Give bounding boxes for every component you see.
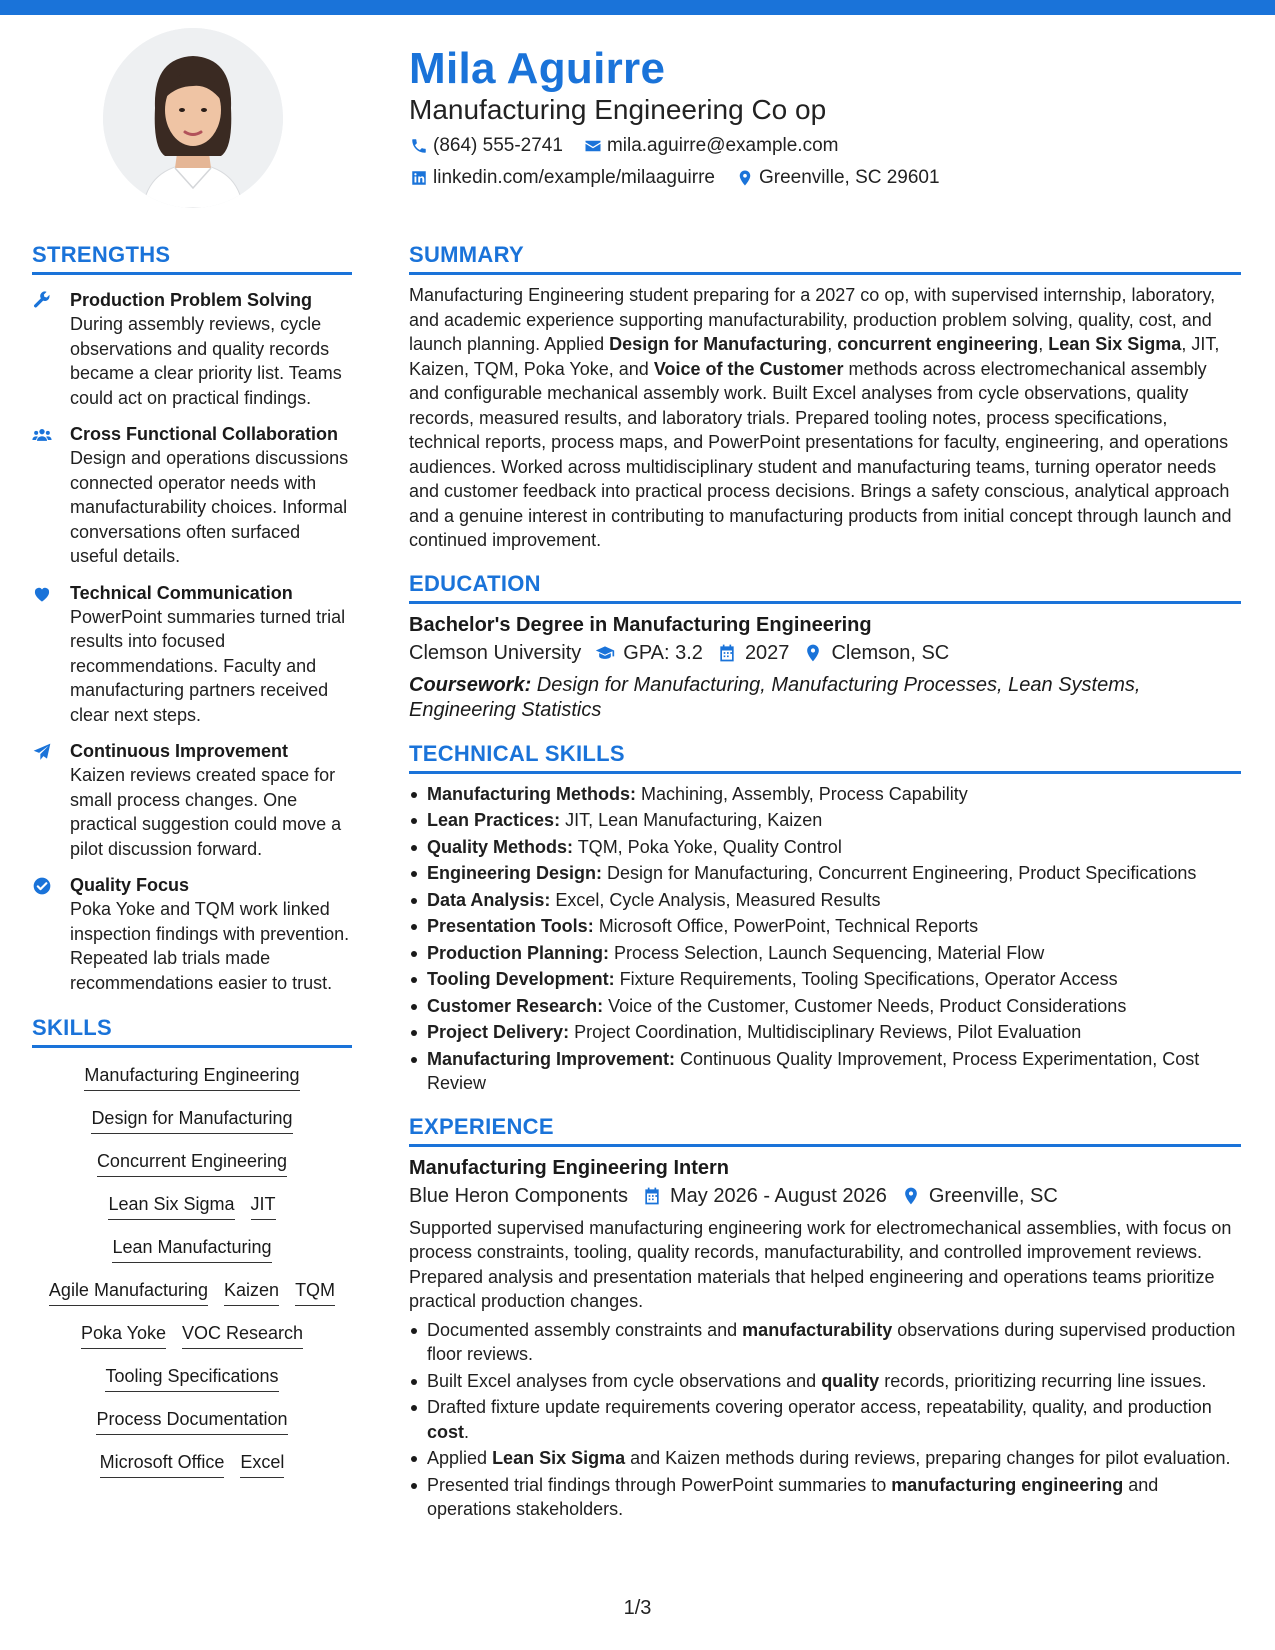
strength-body: PowerPoint summaries turned trial results into focused recommendations. Faculty and manufacturing partners received clear next steps. [70,606,346,725]
bullet-fragment: observations during supervised production floor reviews. [427,1319,1236,1364]
bullet-fragment: Presented trial findings through PowerPoint summaries to [427,1474,892,1495]
summary-fragment: Lean Six Sigma [1048,334,1182,354]
summary-section [409,242,1241,553]
summary-text [409,283,1241,553]
email-contact[interactable] [583,135,839,157]
email-address[interactable]: mila.aguirre@example.com [606,135,839,156]
technical-skill-value: Microsoft Office, PowerPoint, Technical Reports [593,916,979,936]
technical-skill-value: Voice of the Customer, Customer Needs, Product Considerations [603,995,1127,1016]
technical-skill-label: Data Analysis: [427,889,551,910]
summary-fragment: , [827,334,838,354]
right-column [409,242,1241,1540]
strength-text [70,582,352,728]
skill-row [89,1150,295,1177]
paper-plane-icon [32,740,70,861]
experience-bullet [409,1446,1241,1471]
skill-tag: Lean Six Sigma [108,1193,234,1220]
coursework-text: Design for Manufacturing, Manufacturing Processes, Lean Systems, Engineering Statistics [409,673,1141,721]
bullet-fragment: cost [427,1421,465,1442]
skill-row [76,1064,307,1091]
experience-heading: EXPERIENCE [409,1114,1241,1147]
strength-body: Poka Yoke and TQM work linked inspection findings with prevention. Repeated lab trials made recommendations easier to trust. [70,899,350,993]
technical-skill-item [409,888,1241,913]
profile-photo [103,28,283,208]
map-pin-icon [901,1186,921,1206]
strength-title: Continuous Improvement [70,741,289,761]
summary-fragment: Design for Manufacturing [609,334,828,354]
summary-fragment: , [1038,334,1049,354]
map-pin-icon [735,168,755,188]
skill-row [100,1193,283,1220]
strength-body: Kaizen reviews created space for small process changes. One practical suggestion could move a pilot discussion forward. [70,765,342,859]
skill-tag: Concurrent Engineering [97,1150,287,1177]
company-item [409,1185,628,1208]
skill-row [41,1279,343,1306]
bullet-fragment: Drafted fixture update requirements covering operator access, repeatability, quality, and production [427,1397,1212,1417]
degree-title: Bachelor's Degree in Manufacturing Engineering [409,613,872,636]
summary-heading: SUMMARY [409,242,1241,275]
year-item [717,642,790,665]
bullet-fragment: and operations stakeholders. [427,1474,1159,1519]
summary-fragment: Voice of the Customer [653,358,844,379]
technical-skill-item [409,967,1241,992]
education-heading: EDUCATION [409,571,1241,604]
strength-text [70,874,352,995]
bullet-fragment: manufacturability [742,1319,893,1340]
map-pin-icon [803,643,823,663]
company-text: Blue Heron Components [409,1184,629,1207]
skill-row [73,1322,311,1349]
edu-location-text: Clemson, SC [831,641,950,664]
graduation-cap-icon [595,643,615,663]
technical-skill-item [409,914,1241,939]
skill-tag: Tooling Specifications [105,1365,278,1392]
bullet-fragment: . [464,1421,470,1442]
bullet-fragment: records, prioritizing recurring line issues. [879,1370,1207,1391]
experience-bullet [409,1318,1241,1367]
experience-bullet [409,1473,1241,1522]
skill-tag: Excel [240,1451,284,1478]
technical-skill-item [409,941,1241,966]
bullet-fragment: and Kaizen methods during reviews, preparing changes for pilot evaluation. [625,1448,1231,1468]
technical-skill-item [409,861,1241,886]
strength-text [70,289,352,410]
education-meta [409,642,1241,665]
left-column [32,242,352,1494]
technical-skills-heading: TECHNICAL SKILLS [409,741,1241,774]
experience-title: Manufacturing Engineering Intern [409,1156,730,1179]
dates-text: May 2026 - August 2026 [670,1184,887,1207]
bullet-fragment: Applied [427,1448,493,1468]
technical-skill-item [409,808,1241,833]
contact-row-2 [409,167,960,189]
top-accent-bar [0,0,1275,15]
experience-bullet [409,1395,1241,1444]
technical-skill-label: Tooling Development: [427,969,615,989]
technical-skill-item [409,835,1241,860]
experience-section [409,1114,1241,1522]
skill-tag: Design for Manufacturing [91,1107,292,1134]
school-name [409,642,581,665]
education-section [409,571,1241,723]
skill-tag: JIT [251,1193,276,1220]
experience-bullet [409,1369,1241,1394]
technical-skill-label: Project Delivery: [427,1022,570,1042]
contact-row-1 [409,135,858,157]
skill-row [83,1107,300,1134]
phone-icon [409,136,429,156]
technical-skill-label: Presentation Tools: [427,916,594,936]
strength-title: Cross Functional Collaboration [70,424,339,444]
technical-skill-value: Excel, Cycle Analysis, Measured Results [550,889,881,910]
skill-tag: VOC Research [182,1322,303,1349]
strength-body: Design and operations discussions connected operator needs with manufacturability choices. Informal conversations often surfaced useful details. [70,448,349,566]
gpa-item [595,642,703,665]
location-text: Greenville, SC 29601 [758,167,940,188]
skill-row [97,1365,286,1392]
strength-title: Production Problem Solving [70,290,313,310]
location-contact [735,167,940,189]
summary-fragment: Manufacturing Engineering student preparing for a 2027 co op, with supervised internship, laboratory, and academic experience supporting manufacturability, production problem solving, quality, cost, and launch planning. Applied [409,285,1216,354]
linkedin-icon [409,168,429,188]
experience-bullets [409,1318,1241,1522]
technical-skill-value: JIT, Lean Manufacturing, Kaizen [560,810,823,830]
technical-skills-list [409,782,1241,1096]
skill-row [92,1451,293,1478]
coursework-label: Coursework: [409,673,532,696]
school-text: Clemson University [409,641,582,664]
summary-fragment: , JIT, Kaizen, TQM, Poka Yoke, and [409,334,1220,379]
linkedin-contact[interactable] [409,167,715,189]
technical-skill-label: Customer Research: [427,995,604,1016]
skills-heading: SKILLS [32,1015,352,1048]
skill-tag: Microsoft Office [100,1451,225,1478]
phone-number: (864) 555-2741 [433,135,563,156]
bullet-fragment: quality [821,1370,880,1391]
strength-item [32,423,352,569]
technical-skill-label: Quality Methods: [427,836,574,857]
experience-description: Supported supervised manufacturing engineering work for electromechanical assemblies, with focus on process constraints, tooling, quality records, manufacturability, and controlled improvement reviews. Prepared analysis and presentation materials that helped engineering and operations teams prioritize practical production changes. [409,1217,1232,1311]
technical-skill-label: Engineering Design: [427,863,603,883]
technical-skill-value: Process Selection, Launch Sequencing, Material Flow [609,942,1045,963]
year-text: 2027 [744,641,790,664]
technical-skill-label: Lean Practices: [427,810,561,830]
strength-item [32,874,352,995]
strength-item [32,289,352,410]
technical-skill-value: Continuous Quality Improvement, Process Experimentation, Cost Review [427,1048,1200,1093]
technical-skill-item [409,1020,1241,1045]
bullet-fragment: Documented assembly constraints and [427,1319,743,1340]
phone-contact [409,135,563,157]
skill-tag: Process Documentation [96,1408,287,1435]
calendar-icon [642,1186,662,1206]
technical-skill-label: Production Planning: [427,942,609,963]
calendar-icon [717,643,737,663]
wrench-icon [32,289,70,410]
technical-skill-label: Manufacturing Improvement: [427,1048,676,1069]
job-title: Manufacturing Engineering Co op [409,94,827,125]
technical-skills-section [409,741,1241,1096]
page-number: 1/3 [623,1597,652,1619]
technical-skill-item [409,994,1241,1019]
envelope-icon [583,136,603,156]
skill-tag: Kaizen [224,1279,279,1306]
heart-icon [32,582,70,728]
technical-skill-value: TQM, Poka Yoke, Quality Control [573,836,842,857]
check-circle-icon [32,874,70,995]
skill-tag: TQM [295,1279,335,1306]
bullet-fragment: manufacturing engineering [891,1474,1124,1495]
experience-meta [409,1185,1241,1208]
technical-skill-value: Fixture Requirements, Tooling Specifications, Operator Access [614,969,1118,989]
strength-body: During assembly reviews, cycle observations and quality records became a clear priority list. Teams could act on practical findings. [70,314,342,408]
summary-fragment: methods across electromechanical assembly and configurable mechanical assembly work. Built Excel analyses from cycle observations, quality records, measured results, and laboratory trials. Prepared tooling notes, process specifications, technical reports, process maps, and PowerPoint presentations for faculty, engineering, and operations audiences. Worked across multidisciplinary student and manufacturing teams, turning operator needs and customer feedback into practical process decisions. Brings a safety conscious, analytical approach and a genuine interest in contributing to manufacturing products from initial concept through launch and continued improvement. [409,358,1232,550]
strength-text [70,423,352,569]
users-icon [32,423,70,569]
skill-row [104,1236,279,1263]
bullet-fragment: Lean Six Sigma [492,1448,626,1468]
strength-title: Quality Focus [70,875,190,895]
technical-skill-item [409,1047,1241,1096]
skill-row [88,1408,295,1435]
exp-location-text: Greenville, SC [928,1184,1058,1207]
technical-skill-value: Design for Manufacturing, Concurrent Engineering, Product Specifications [602,863,1197,883]
skill-tag: Lean Manufacturing [112,1236,271,1263]
skill-tag: Manufacturing Engineering [84,1064,299,1091]
dates-item [642,1185,887,1208]
exp-location-item [901,1185,1058,1208]
skills-list [32,1064,352,1494]
bullet-fragment: Built Excel analyses from cycle observations and [427,1370,822,1391]
coursework [409,673,1241,723]
strength-item [32,582,352,728]
technical-skill-value: Machining, Assembly, Process Capability [636,783,968,804]
candidate-name: Mila Aguirre [409,44,666,93]
edu-location-item [803,642,949,665]
skill-tag: Poka Yoke [81,1322,166,1349]
strengths-heading: STRENGTHS [32,242,352,275]
gpa-text: GPA: 3.2 [623,641,703,664]
strength-text [70,740,352,861]
linkedin-url[interactable]: linkedin.com/example/milaaguirre [433,167,715,188]
technical-skill-label: Manufacturing Methods: [427,783,636,804]
summary-fragment: concurrent engineering [837,334,1039,354]
technical-skill-value: Project Coordination, Multidisciplinary Reviews, Pilot Evaluation [569,1022,1082,1042]
strength-title: Technical Communication [70,582,293,603]
strength-item [32,740,352,861]
strengths-list [32,289,352,995]
technical-skill-item [409,782,1241,807]
skill-tag: Agile Manufacturing [49,1279,208,1306]
